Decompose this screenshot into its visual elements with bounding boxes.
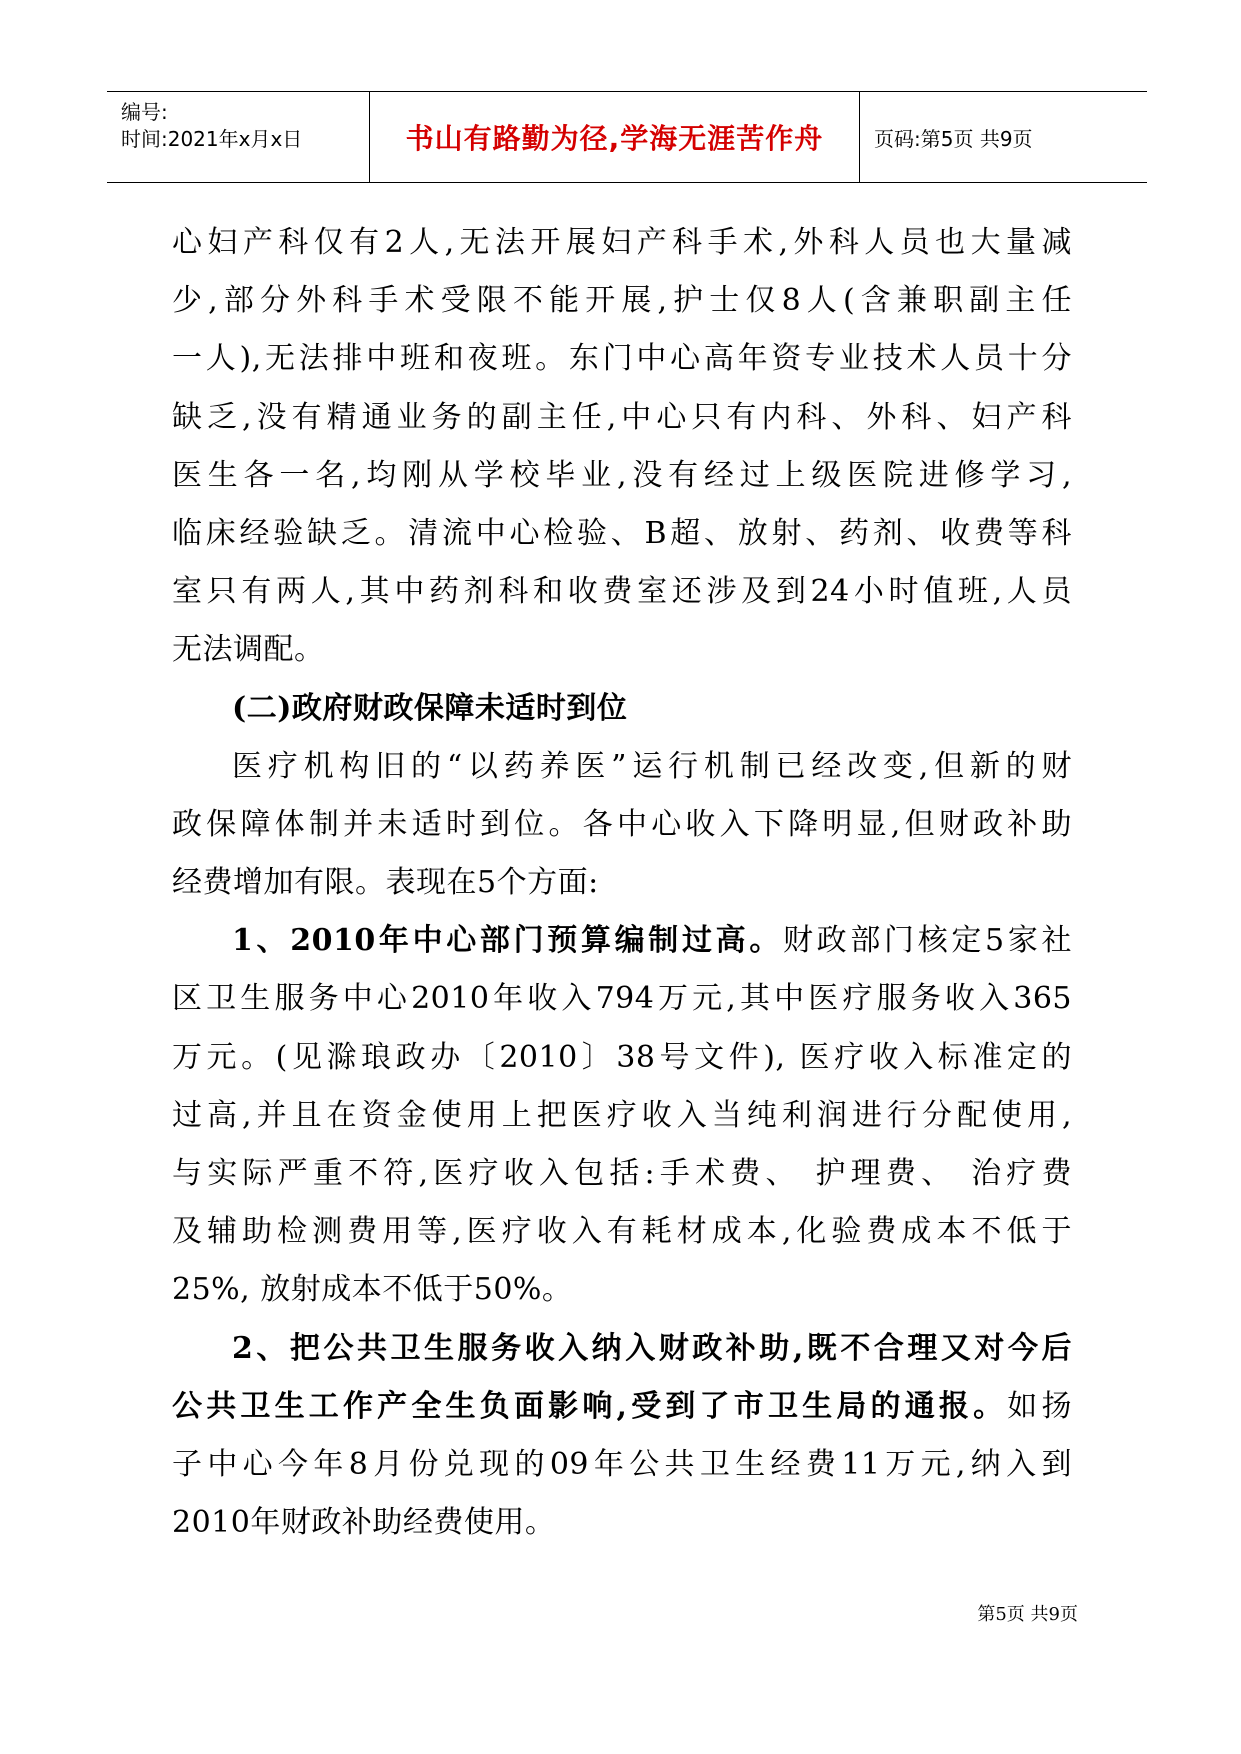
footer-page-number: 第5页 共9页 (977, 1604, 1078, 1625)
page-header (107, 91, 1147, 183)
body-line: 与实际严重不符,医疗收入包括:手术费、 护理费、 治疗费 (172, 1156, 1072, 1191)
header-page-cell (860, 92, 1147, 182)
item-2-text: 如扬 (1007, 1388, 1072, 1424)
header-page-number: 页码:第5页 共9页 (874, 126, 1033, 151)
body-line: 经费增加有限。表现在5个方面: (172, 865, 599, 901)
header-motto-cell (370, 92, 860, 182)
document-body (172, 214, 1072, 1552)
document-number-label: 编号: (121, 100, 168, 124)
body-line: 一人),无法排中班和夜班。东门中心高年资专业技术人员十分 (172, 341, 1072, 377)
item-2-title-cont: 公共卫生工作产全生负面影响,受到了市卫生局的通报。 (172, 1388, 1008, 1424)
body-line: 临床经验缺乏。清流中心检验、B超、放射、药剂、收费等科 (172, 515, 1072, 551)
body-line: 25%, 放射成本不低于50%。 (172, 1272, 573, 1308)
section-heading: (二)政府财政保障未适时到位 (232, 690, 628, 726)
body-line: 政保障体制并未适时到位。各中心收入下降明显,但财政补助 (172, 806, 1072, 842)
item-1-text: 财政部门核定5家社 (783, 923, 1072, 959)
body-line: 心妇产科仅有2人,无法开展妇产科手术,外科人员也大量减 (172, 225, 1072, 260)
body-line: 医生各一名,均刚从学校毕业,没有经过上级医院进修学习, (172, 457, 1072, 493)
header-meta-cell (107, 92, 370, 182)
body-line: 无法调配。 (172, 632, 325, 668)
body-line: 缺乏,没有精通业务的副主任,中心只有内科、外科、妇产科 (172, 399, 1072, 435)
body-line: 过高,并且在资金使用上把医疗收入当纯利润进行分配使用, (172, 1097, 1072, 1133)
body-line: 2010年财政补助经费使用。 (172, 1505, 556, 1541)
body-line: 及辅助检测费用等,医疗收入有耗材成本,化验费成本不低于 (172, 1214, 1072, 1250)
item-2-line-2 (172, 1378, 1072, 1436)
item-2-title-line: 2、把公共卫生服务收入纳入财政补助,既不合理又对今后 (232, 1330, 1072, 1366)
document-time-label: 时间:2021年x月x日 (121, 127, 303, 151)
body-line: 室只有两人,其中药剂科和收费室还涉及到24小时值班,人员 (172, 574, 1072, 610)
body-line: 区卫生服务中心2010年收入794万元,其中医疗服务收入365 (172, 981, 1072, 1017)
item-1-line (172, 912, 1072, 970)
header-motto: 书山有路勤为径,学海无涯苦作舟 (405, 122, 824, 155)
body-line: 子中心今年8月份兑现的09年公共卫生经费11万元,纳入到 (172, 1446, 1072, 1482)
body-line: 医疗机构旧的“以药养医”运行机制已经改变,但新的财 (232, 748, 1072, 784)
item-1-title: 1、2010年中心部门预算编制过高。 (232, 923, 783, 959)
body-line: 少,部分外科手术受限不能开展,护士仅8人(含兼职副主任 (172, 283, 1072, 319)
body-line: 万元。(见滁琅政办〔2010〕38号文件), 医疗收入标准定的 (172, 1039, 1072, 1075)
